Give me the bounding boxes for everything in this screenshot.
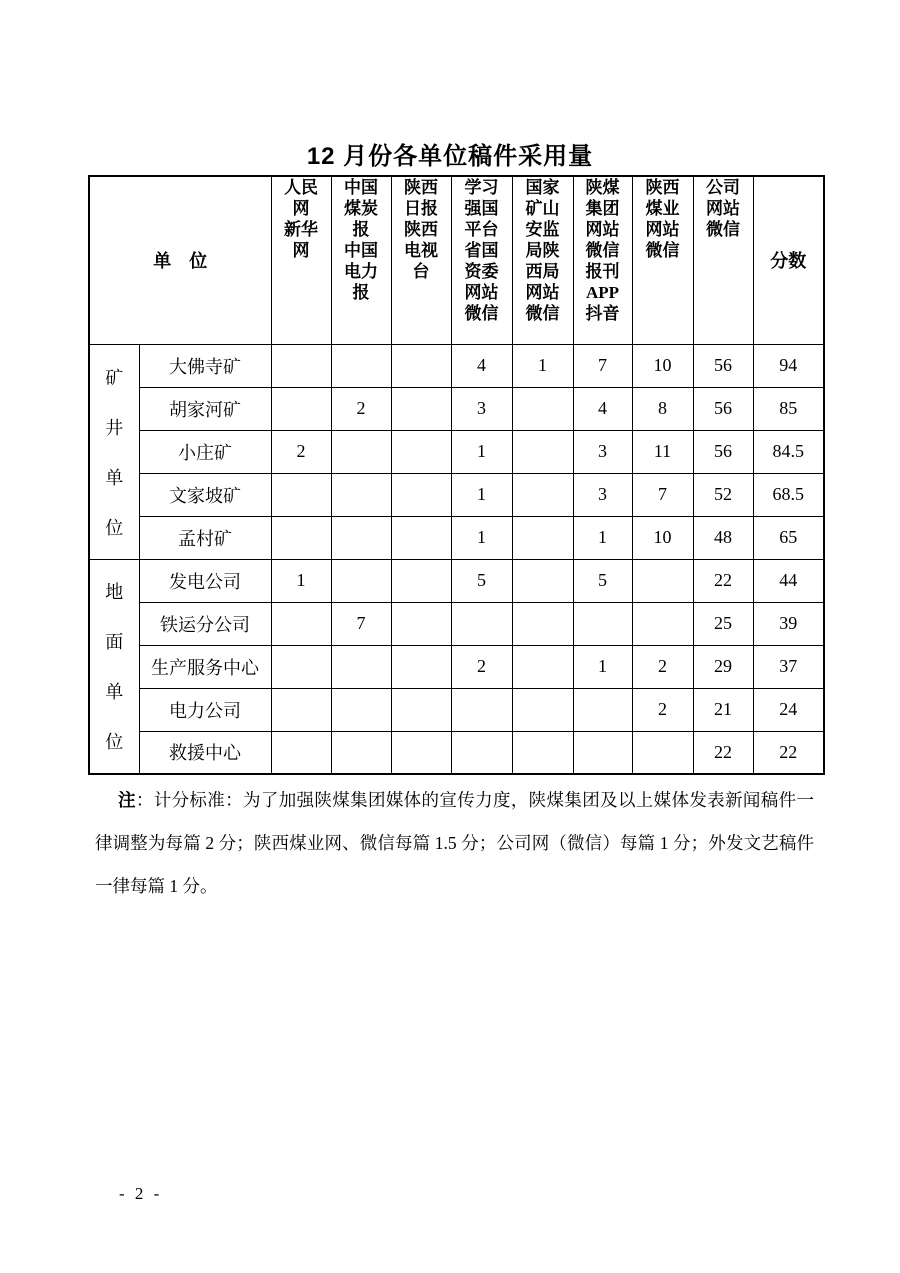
value-cell [632,602,693,645]
value-cell: 10 [632,344,693,387]
value-cell [451,602,512,645]
value-cell: 21 [693,688,753,731]
value-cell [512,602,573,645]
value-cell: 56 [693,430,753,473]
value-cell [391,688,451,731]
value-cell: 3 [573,473,632,516]
value-cell: 10 [632,516,693,559]
note-body: ：计分标准：为了加强陕煤集团媒体的宣传力度，陕煤集团及以上媒体发表新闻稿件一律调整为每篇 2 分；陕西煤业网、微信每篇 1.5 分；公司网（微信）每篇 1 分；外发文艺稿件一律每篇 1 分。 [95,790,815,896]
value-cell [512,430,573,473]
value-cell: 1 [451,430,512,473]
unit-column-header: 单 位 [89,176,271,344]
value-cell [451,731,512,774]
value-cell [573,602,632,645]
value-cell [331,473,391,516]
table-row [89,688,824,731]
score-cell: 44 [753,559,824,602]
media-column-header: 陕煤 集团 网站 微信 报刊 APP 抖音 [573,176,632,344]
value-cell: 4 [451,344,512,387]
group-label-char: 井 [105,417,124,438]
unit-name-cell: 电力公司 [139,688,271,731]
value-cell: 2 [632,688,693,731]
group-label-char: 位 [105,517,124,538]
media-column-header: 国家 矿山 安监 局陕 西局 网站 微信 [512,176,573,344]
unit-name-cell: 发电公司 [139,559,271,602]
value-cell: 25 [693,602,753,645]
value-cell: 1 [271,559,331,602]
table-row [89,559,824,602]
manuscript-adoption-table [88,175,825,775]
media-column-header: 人民 网 新华 网 [271,176,331,344]
note-label: 注 [118,790,136,810]
value-cell: 7 [573,344,632,387]
unit-name-cell: 文家坡矿 [139,473,271,516]
unit-name-cell: 孟村矿 [139,516,271,559]
table-row [89,344,824,387]
table-row [89,602,824,645]
value-cell [271,688,331,731]
value-cell [512,645,573,688]
value-cell: 8 [632,387,693,430]
value-cell [331,430,391,473]
value-cell: 52 [693,473,753,516]
value-cell [512,731,573,774]
value-cell [331,731,391,774]
value-cell [271,731,331,774]
score-cell: 85 [753,387,824,430]
value-cell [271,516,331,559]
table-row [89,430,824,473]
group-label [89,559,139,774]
media-column-header: 公司 网站 微信 [693,176,753,344]
group-label-char: 面 [105,632,124,653]
value-cell: 22 [693,731,753,774]
value-cell [391,645,451,688]
value-cell: 4 [573,387,632,430]
page-title: 12 月份各单位稿件采用量 [306,143,594,170]
value-cell: 5 [451,559,512,602]
group-label-char: 单 [105,467,124,488]
value-cell [331,559,391,602]
value-cell [331,344,391,387]
value-cell: 2 [632,645,693,688]
media-column-header: 陕西 煤业 网站 微信 [632,176,693,344]
table-row [89,516,824,559]
value-cell: 11 [632,430,693,473]
score-cell: 37 [753,645,824,688]
value-cell: 1 [573,516,632,559]
score-column-header: 分数 [753,176,824,344]
value-cell [512,387,573,430]
value-cell: 1 [573,645,632,688]
value-cell: 2 [331,387,391,430]
value-cell: 1 [512,344,573,387]
unit-name-cell: 铁运分公司 [139,602,271,645]
score-cell: 84.5 [753,430,824,473]
value-cell: 1 [451,516,512,559]
table-header-row [89,176,824,344]
score-cell: 24 [753,688,824,731]
value-cell [512,473,573,516]
value-cell [573,688,632,731]
unit-name-cell: 救援中心 [139,731,271,774]
value-cell [573,731,632,774]
value-cell [271,344,331,387]
unit-name-cell: 生产服务中心 [139,645,271,688]
value-cell: 56 [693,387,753,430]
value-cell: 2 [451,645,512,688]
value-cell: 56 [693,344,753,387]
score-cell: 94 [753,344,824,387]
value-cell: 29 [693,645,753,688]
value-cell [391,473,451,516]
value-cell: 1 [451,473,512,516]
note-text [95,779,814,908]
value-cell [632,731,693,774]
value-cell [391,559,451,602]
value-cell [391,516,451,559]
value-cell: 22 [693,559,753,602]
score-cell: 39 [753,602,824,645]
table-row [89,473,824,516]
value-cell [391,731,451,774]
media-column-header: 学习 强国 平台 省国 资委 网站 微信 [451,176,512,344]
unit-name-cell: 胡家河矿 [139,387,271,430]
value-cell [271,387,331,430]
group-label-char: 位 [105,732,124,753]
value-cell: 5 [573,559,632,602]
value-cell [512,688,573,731]
value-cell: 7 [632,473,693,516]
value-cell: 2 [271,430,331,473]
group-label [89,344,139,559]
value-cell: 7 [331,602,391,645]
table-row [89,387,824,430]
group-label-char: 单 [105,682,124,703]
value-cell: 3 [451,387,512,430]
table-row [89,645,824,688]
value-cell [391,387,451,430]
value-cell [331,516,391,559]
value-cell [512,516,573,559]
value-cell [271,473,331,516]
value-cell: 3 [573,430,632,473]
value-cell [271,645,331,688]
value-cell [331,645,391,688]
value-cell [391,344,451,387]
score-cell: 65 [753,516,824,559]
unit-name-cell: 小庄矿 [139,430,271,473]
score-cell: 68.5 [753,473,824,516]
score-cell: 22 [753,731,824,774]
value-cell [271,602,331,645]
value-cell [451,688,512,731]
table-row [89,731,824,774]
unit-name-cell: 大佛寺矿 [139,344,271,387]
group-label-char: 矿 [105,367,124,388]
value-cell [331,688,391,731]
value-cell [391,602,451,645]
group-label-char: 地 [105,582,124,603]
value-cell [391,430,451,473]
value-cell [512,559,573,602]
media-column-header: 陕西 日报 陕西 电视 台 [391,176,451,344]
value-cell [632,559,693,602]
media-column-header: 中国 煤炭 报 中国 电力 报 [331,176,391,344]
page-number: - 2 - [119,1184,163,1203]
value-cell: 48 [693,516,753,559]
